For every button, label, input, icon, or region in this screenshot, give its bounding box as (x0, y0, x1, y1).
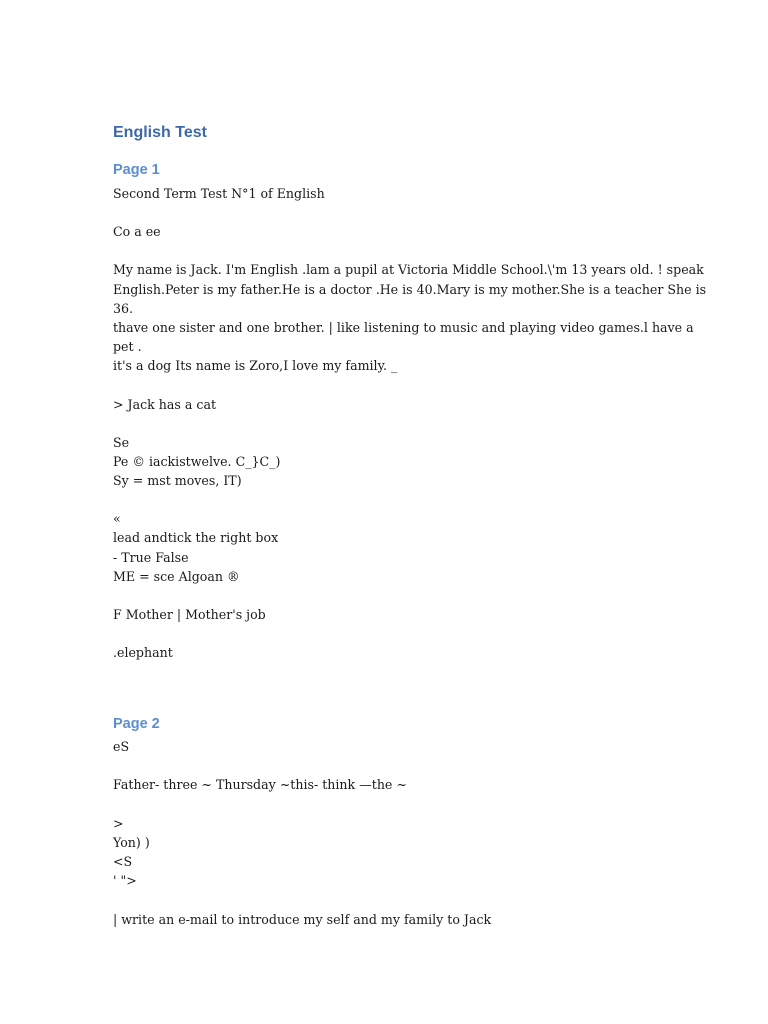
text-line: My name is Jack. I'm English .lam a pupil at Victoria Middle School.\'m 13 years old. ! speak (113, 262, 704, 277)
text-line: ' "> (113, 873, 137, 888)
text-line: it's a dog Its name is Zoro,I love my family. _ (113, 358, 398, 373)
text-line: .elephant (113, 645, 173, 660)
page-1-heading: Page 1 (113, 162, 160, 178)
text-line: Father- three ~ Thursday ~this- think —the ~ (113, 777, 407, 792)
text-line: > Jack has a cat (113, 397, 217, 412)
text-line: lead andtick the right box (113, 530, 279, 545)
text-line: - True False (113, 550, 189, 565)
text-line: Co a ee (113, 224, 161, 239)
page-2-heading: Page 2 (113, 716, 160, 732)
text-line: > (113, 816, 124, 831)
text-line: Sy = mst moves, IT) (113, 473, 242, 488)
text-line: | write an e-mail to introduce my self and my family to Jack (113, 912, 492, 927)
text-line: Se (113, 435, 130, 450)
text-line: « (113, 511, 121, 526)
text-line: eS (113, 739, 130, 754)
text-line: ME = sce Algoan ® (113, 569, 240, 584)
text-line: thave one sister and one brother. | like listening to music and playing video games.l have a (113, 320, 694, 335)
text-line: Yon) ) (113, 835, 150, 850)
text-line: English.Peter is my father.He is a doctor .He is 40.Mary is my mother.She is a teacher She is (113, 282, 707, 297)
text-line: 36. (113, 301, 134, 316)
document-title: English Test (113, 124, 207, 141)
text-line: <S (113, 854, 133, 869)
text-line: F Mother | Mother's job (113, 607, 266, 622)
text-line: pet . (113, 339, 142, 354)
text-line: Second Term Test N°1 of English (113, 186, 325, 201)
text-line: Pe © iackistwelve. C_}C_) (113, 454, 281, 469)
